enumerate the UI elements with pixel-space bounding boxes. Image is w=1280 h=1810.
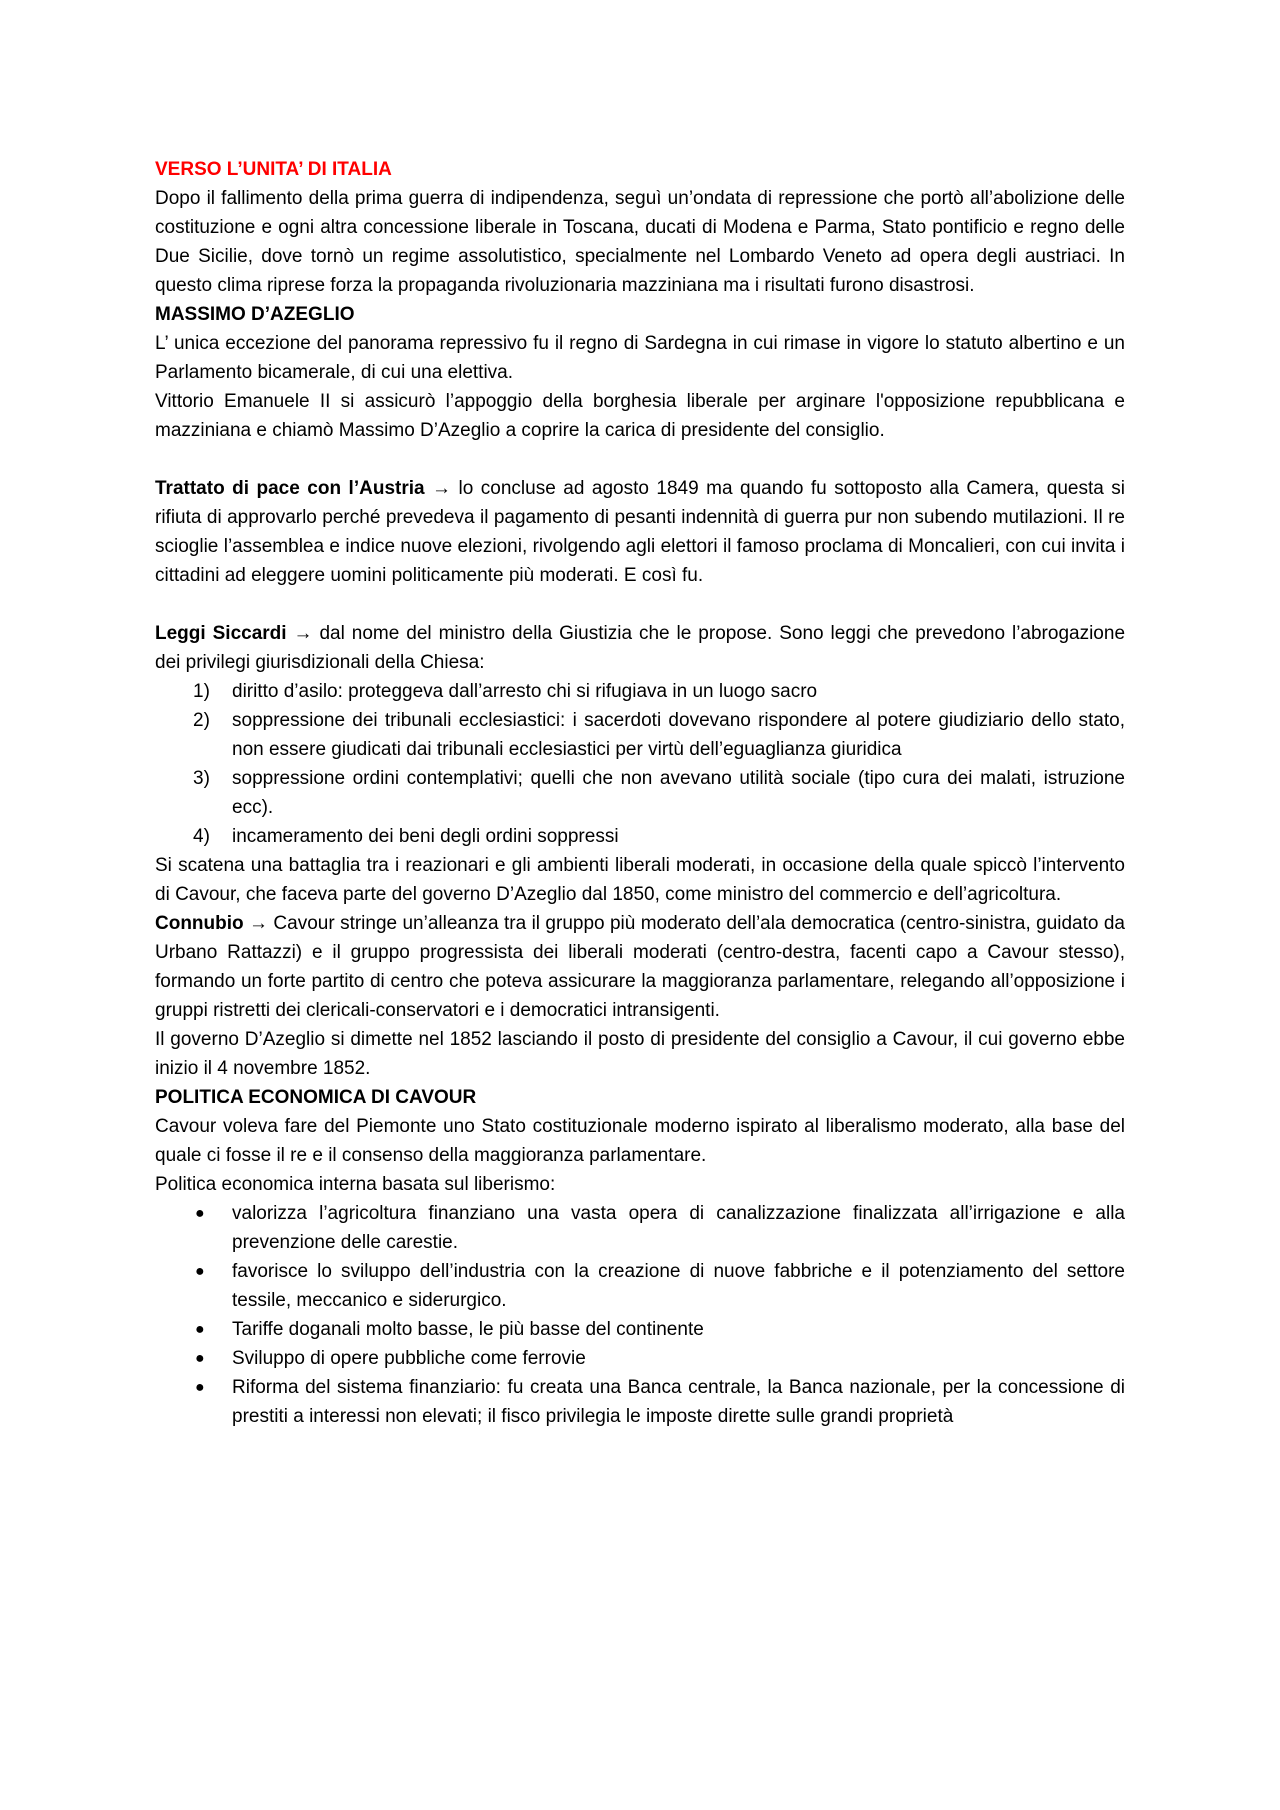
list-item-text: Sviluppo di opere pubbliche come ferrovie (232, 1348, 586, 1369)
list-number: 4) (193, 826, 210, 847)
azeglio-paragraph-2: Vittorio Emanuele II si assicurò l’appoggio della borghesia liberale per arginare l'opposizione repubblicana e mazziniana e chiamò Massimo D’Azeglio a coprire la carica di presidente del consiglio. (155, 391, 1125, 441)
heading-politica-economica: POLITICA ECONOMICA DI CAVOUR (155, 1087, 477, 1108)
siccardi-list (155, 677, 1125, 851)
spacer (155, 445, 1125, 474)
list-item (155, 1315, 1125, 1344)
heading-massimo-dazeglio: MASSIMO D’AZEGLIO (155, 304, 355, 325)
bullet-icon: ● (195, 1321, 205, 1338)
cavour-paragraph-2: Politica economica interna basata sul liberismo: (155, 1174, 556, 1195)
list-item-text: Tariffe doganali molto basse, le più basse del continente (232, 1319, 704, 1340)
list-item (155, 764, 1125, 822)
spacer (155, 590, 1125, 619)
connubio-text: → Cavour stringe un’alleanza tra il gruppo più moderato dell’ala democratica (centro-sinistra, guidato da Urbano Rattazzi) e il gruppo progressista dei liberali moderati (centro-destra, facenti capo a Cavour stesso), formando un forte partito di centro che poteva assicurare la maggioranza parlamentare, relegando all’opposizione i gruppi ristretti dei clericali-conservatori e i democratici intransigenti. (155, 913, 1125, 1021)
cavour-paragraph-1: Cavour voleva fare del Piemonte uno Stato costituzionale moderno ispirato al liberalismo moderato, alla base del quale ci fosse il re e il consenso della maggioranza parlamentare. (155, 1116, 1125, 1166)
list-item (155, 677, 1125, 706)
list-item-text: favorisce lo sviluppo dell’industria con la creazione di nuove fabbriche e il potenziamento del settore tessile, meccanico e siderurgico. (232, 1261, 1125, 1311)
bullet-icon: ● (195, 1379, 205, 1396)
bullet-icon: ● (195, 1350, 205, 1367)
list-item-text: diritto d’asilo: proteggeva dall’arresto chi si rifugiava in un luogo sacro (232, 681, 818, 702)
azeglio-paragraph-1: L’ unica eccezione del panorama repressivo fu il regno di Sardegna in cui rimase in vigore lo statuto albertino e un Parlamento bicamerale, di cui una elettiva. (155, 333, 1125, 383)
list-number: 3) (193, 768, 210, 789)
list-item (155, 1199, 1125, 1257)
trattato-paragraph (155, 474, 1125, 590)
siccardi-paragraph (155, 619, 1125, 677)
list-item (155, 822, 1125, 851)
list-number: 1) (193, 681, 210, 702)
trattato-label: Trattato di pace con l’Austria (155, 478, 425, 499)
bullet-icon: ● (195, 1205, 205, 1222)
list-item (155, 1373, 1125, 1431)
list-item-text: soppressione ordini contemplativi; quelli che non avevano utilità sociale (tipo cura dei malati, istruzione ecc). (232, 768, 1125, 818)
list-number: 2) (193, 710, 210, 731)
trattato-text: → lo concluse ad agosto 1849 ma quando fu sottoposto alla Camera, questa si rifiuta di approvarlo perché prevedeva il pagamento di pesanti indennità di guerra pur non subendo mutilazioni. Il re scioglie l’assemblea e indice nuove elezioni, rivolgendo agli elettori il famoso proclama di Moncalieri, con cui invita i cittadini ad eleggere uomini politicamente più moderati. E così fu. (155, 478, 1125, 586)
list-item (155, 1344, 1125, 1373)
list-item (155, 706, 1125, 764)
list-item (155, 1257, 1125, 1315)
cavour-bullet-list (155, 1199, 1125, 1431)
list-item-text: valorizza l’agricoltura finanziano una vasta opera di canalizzazione finalizzata all’irrigazione e alla prevenzione delle carestie. (232, 1203, 1125, 1253)
intro-paragraph: Dopo il fallimento della prima guerra di indipendenza, seguì un’ondata di repressione che portò all’abolizione delle costituzione e ogni altra concessione liberale in Toscana, ducati di Modena e Parma, Stato pontificio e regno delle Due Sicilie, dove tornò un regime assolutistico, specialmente nel Lombardo Veneto ad opera degli austriaci. In questo clima riprese forza la propaganda rivoluzionaria mazziniana ma i risultati furono disastrosi. (155, 188, 1125, 296)
siccardi-label: Leggi Siccardi (155, 623, 287, 644)
list-item-text: Riforma del sistema finanziario: fu creata una Banca centrale, la Banca nazionale, per la concessione di prestiti a interessi non elevati; il fisco privilegia le imposte dirette sulle grandi proprietà (232, 1377, 1125, 1427)
bullet-icon: ● (195, 1263, 205, 1280)
dimissioni-paragraph: Il governo D’Azeglio si dimette nel 1852 lasciando il posto di presidente del consiglio a Cavour, il cui governo ebbe inizio il 4 novembre 1852. (155, 1029, 1125, 1079)
siccardi-text: → dal nome del ministro della Giustizia che le propose. Sono leggi che prevedono l’abrogazione dei privilegi giurisdizionali della Chiesa: (155, 623, 1126, 673)
list-item-text: incameramento dei beni degli ordini soppressi (232, 826, 619, 847)
connubio-label: Connubio (155, 913, 244, 934)
battaglia-paragraph: Si scatena una battaglia tra i reazionari e gli ambienti liberali moderati, in occasione della quale spiccò l’intervento di Cavour, che faceva parte del governo D’Azeglio dal 1850, come ministro del commercio e dell’agricoltura. (155, 855, 1125, 905)
connubio-paragraph (155, 909, 1125, 1025)
list-item-text: soppressione dei tribunali ecclesiastici: i sacerdoti dovevano rispondere al potere giudiziario dello stato, non essere giudicati dai tribunali ecclesiastici per virtù dell’eguaglianza giuridica (232, 710, 1125, 760)
heading-verso-unita: VERSO L’UNITA’ DI ITALIA (155, 159, 392, 180)
